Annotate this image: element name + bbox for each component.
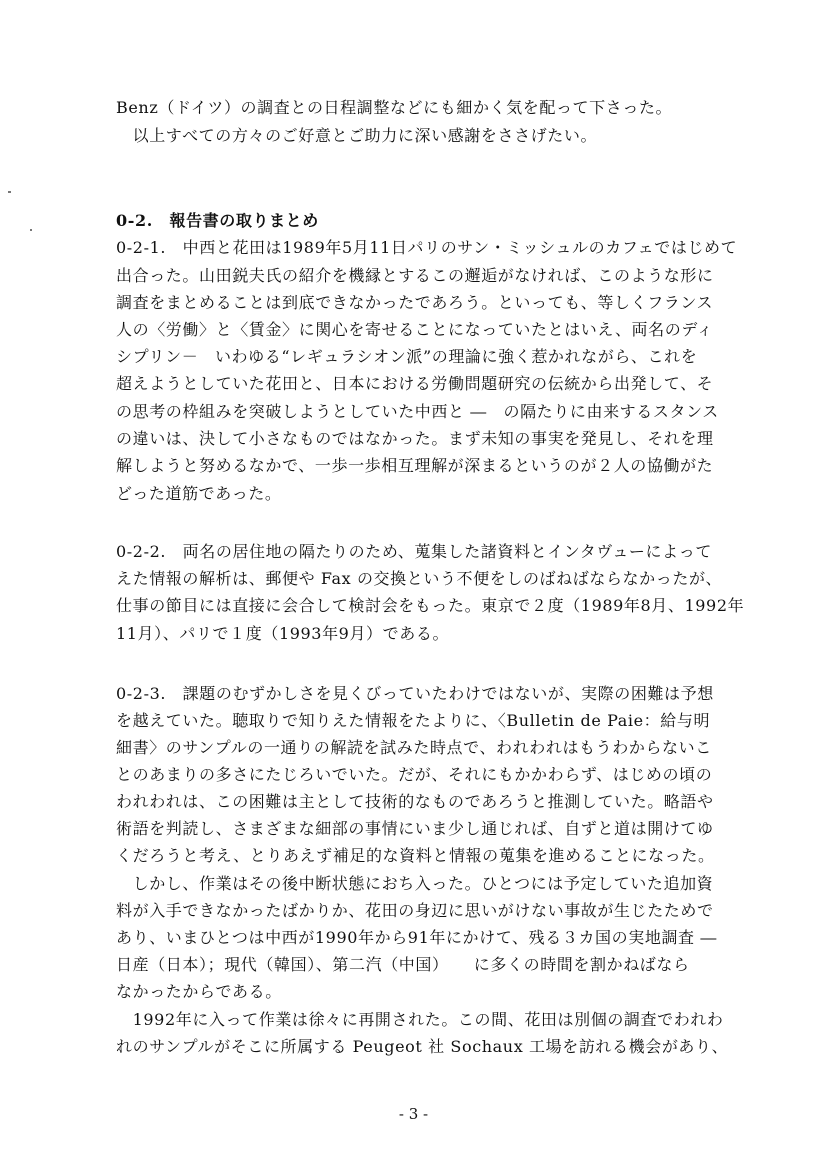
paragraph-0-2-2-line: えた情報の解析は、郵便や Fax の交換という不便をしのばねばならなかったが、 xyxy=(116,569,723,588)
paragraph-0-2-1-line: 0-2-1. 中西と花田は1989年5月11日パリのサン・ミッシュルのカフェではじめて xyxy=(116,238,738,257)
paragraph-0-2-3-line: 細書〉のサンプルの一通りの解読を試みた時点で、われわれはもうわからないこ xyxy=(116,738,712,757)
paragraph-0-2-3-line: 1992年に入って作業は徐々に再開された。この間、花田は別個の調査でわれわ xyxy=(116,1010,724,1029)
paragraph-0-2-3-line: しかし、作業はその後中断状態におち入った。ひとつには予定していた追加資 xyxy=(116,874,714,893)
paragraph-0-2-1-line: の思考の枠組みを突破しようとしていた中西と ― の隔たりに由来するスタンス xyxy=(116,402,719,421)
paragraph-0-2-3-line: を越えていた。聴取りで知りえた情報をたよりに、〈Bulletin de Paie：給与明 xyxy=(116,711,711,730)
paragraph-0-2-3-line: とのあまりの多さにたじろいでいた。だが、それにもかかわらず、はじめの頃の xyxy=(116,765,713,784)
paragraph-0-2-2-line: 仕事の節目には直接に会合して検討会をもった。東京で２度（1989年8月、1992年 xyxy=(116,596,745,615)
scan-speck xyxy=(30,229,32,231)
paragraph-0-2-3-line: 日産（日本）；現代（韓国）、第二汽（中国） に多くの時間を割かねばなら xyxy=(116,955,690,974)
paragraph-0-2-3-line: 術語を判読し、さまざまな細部の事情にいま少し通じれば、自ずと道は開けてゆ xyxy=(116,819,714,838)
scan-speck xyxy=(8,191,11,193)
paragraph-0-2-1-line: 解しようと努めるなかで、一歩一歩相互理解が深まるというのが２人の協働がた xyxy=(116,456,714,475)
paragraph-0-2-3-line: くだろうと考え、とりあえず補足的な資料と情報の蒐集を進めることになった。 xyxy=(116,846,715,865)
paragraph-0-2-2-line: 0-2-2. 両名の居住地の隔たりのため、蒐集した諸資料とインタヴューによって xyxy=(116,542,712,561)
paragraph-0-2-1-line: 超えようとしていた花田と、日本における労働問題研究の伝統から出発して、そ xyxy=(116,374,714,393)
paragraph-0-2-3-line: われわれは、この困難は主として技術的なものであろうと推測していた。略語や xyxy=(116,792,714,811)
paragraph-0-2-3-line: 0-2-3. 課題のむずかしさを見くびっていたわけではないが、実際の困難は予想 xyxy=(116,684,714,703)
intro-line: 以上すべての方々のご好意とご助力に深い感謝をささげたい。 xyxy=(116,126,598,145)
paragraph-0-2-3-line: なかったからである。 xyxy=(116,982,282,1001)
section-heading: 0-2. 報告書の取りまとめ xyxy=(116,211,319,230)
paragraph-0-2-1-line: どった道筋であった。 xyxy=(116,484,282,503)
intro-line: Benz（ドイツ）の調査との日程調整などにも細かく気を配って下さった。 xyxy=(116,98,673,117)
paragraph-0-2-1-line: の違いは、決して小さなものではなかった。まず未知の事実を発見し、それを理 xyxy=(116,429,714,448)
paragraph-0-2-3-line: れのサンプルがそこに所属する Peugeot 社 Sochaux 工場を訪れる機会があり、 xyxy=(116,1037,729,1056)
paragraph-0-2-2-line: 11月）、パリで１度（1993年9月）である。 xyxy=(116,624,450,643)
paragraph-0-2-3-line: 料が入手できなかったばかりか、花田の身辺に思いがけない事故が生じたためで xyxy=(116,901,714,920)
paragraph-0-2-3-line: あり、いまひとつは中西が1990年から91年にかけて、残る３カ国の実地調査 ― xyxy=(116,928,717,947)
paragraph-0-2-1-line: シプリン－ いわゆる“レギュラシオン派”の理論に強く惹かれながら、これを xyxy=(116,347,698,366)
paragraph-0-2-1-line: 調査をまとめることは到底できなかったであろう。といっても、等しくフランス xyxy=(116,293,714,312)
paragraph-0-2-1-line: 出合った。山田鋭夫氏の紹介を機縁とするこの邂逅がなければ、このような形に xyxy=(116,266,714,285)
paragraph-0-2-1-line: 人の〈労働〉と〈賃金〉に関心を寄せることになっていたとはいえ、両名のディ xyxy=(116,320,714,339)
page-number: - 3 - xyxy=(398,1105,429,1123)
